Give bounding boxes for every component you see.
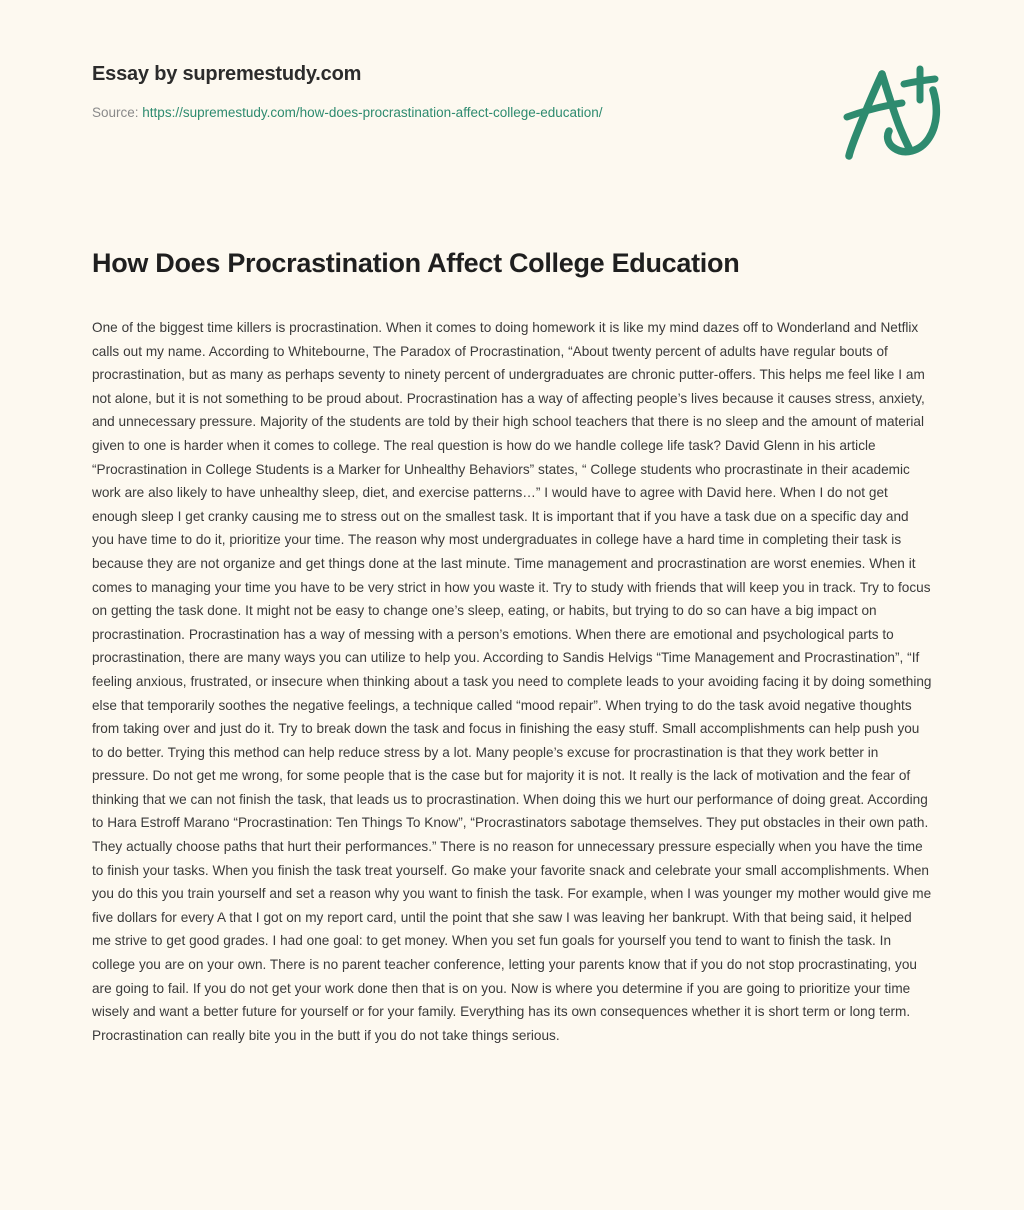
essay-body [92, 316, 934, 1047]
page-title: How Does Procrastination Affect College Education [92, 248, 740, 278]
source-link[interactable]: https://supremestudy.com/how-does-procrastination-affect-college-education/ [142, 105, 603, 120]
essay-paragraph: One of the biggest time killers is procrastination. When it comes to doing homework it is like my mind dazes off to Wonderland and Netflix calls out my name. According to Whitebourne, The Paradox of Procrastination, “About twenty percent of adults have regular bouts of procrastination, but as many as perhaps seventy to ninety percent of undergraduates are chronic putter-offers. This helps me feel like I am not alone, but it is not something to be proud about. Procrastination has a way of affecting people’s lives because it causes stress, anxiety, and unnecessary pressure. Majority of the students are told by their high school teachers that there is no sleep and the amount of material given to one is harder when it comes to college. The real question is how do we handle college life task? David Glenn in his article “Procrastination in College Students is a Marker for Unhealthy Behaviors” states, “ College students who procrastinate in their academic work are also likely to have unhealthy sleep, diet, and exercise patterns…” I would have to agree with David here. When I do not get enough sleep I get cranky causing me to stress out on the smallest task. It is important that if you have a task due on a specific day and you have time to do it, prioritize your time. The reason why most undergraduates in college have a hard time in completing their task is because they are not organize and get things done at the last minute. Time management and procrastination are worst enemies. When it comes to managing your time you have to be very strict in how you waste it. Try to study with friends that will keep you in track. Try to focus on getting the task done. It might not be easy to change one’s sleep, eating, or habits, but trying to do so can have a big impact on procrastination. Procrastination has a way of messing with a person’s emotions. When there are emotional and psychological parts to procrastination, there are many ways you can utilize to help you. According to Sandis Helvigs “Time Management and Procrastination”, “If feeling anxious, frustrated, or insecure when thinking about a task you need to complete leads to your avoiding facing it by doing something else that temporarily soothes the negative feelings, a technique called “mood repair”. When trying to do the task avoid negative thoughts from taking over and just do it. Try to break down the task and focus in finishing the easy stuff. Small accomplishments can help push you to do better. Trying this method can help reduce stress by a lot. Many people’s excuse for procrastination is that they work better in pressure. Do not get me wrong, for some people that is the case but for majority it is not. It really is the lack of motivation and the fear of thinking that we can not finish the task, that leads us to procrastination. When doing this we hurt our performance of doing great. According to Hara Estroff Marano “Procrastination: Ten Things To Know”, “Procrastinators sabotage themselves. They put obstacles in their own path. They actually choose paths that hurt their performances.” There is no reason for unnecessary pressure especially when you have the time to finish your tasks. When you finish the task treat yourself. Go make your favorite snack and celebrate your small accomplishments. When you do this you train yourself and set a reason why you want to finish the task. For example, when I was younger my mother would give me five dollars for every A that I got on my report card, until the point that she saw I was leaving her bankrupt. With that being said, it helped me strive to get good grades. I had one goal: to get money. When you set fun goals for yourself you tend to want to finish the task. In college you are on your own. There is no parent teacher conference, letting your parents know that if you do not stop procrastinating, you are going to fail. If you do not get your work done then that is on you. Now is where you determine if you are going to prioritize your time wisely and want a better future for yourself or for your family. Everything has its own consequences whether it is short term or long term. Procrastination can really bite you in the butt if you do not take things serious. [92, 320, 932, 1043]
page-header [92, 62, 946, 182]
source-label: Source: [92, 105, 139, 120]
a-plus-logo-icon [834, 58, 952, 170]
a-plus-logo [834, 58, 952, 170]
brand-title: Essay by supremestudy.com [92, 63, 362, 85]
source-line [92, 104, 946, 122]
